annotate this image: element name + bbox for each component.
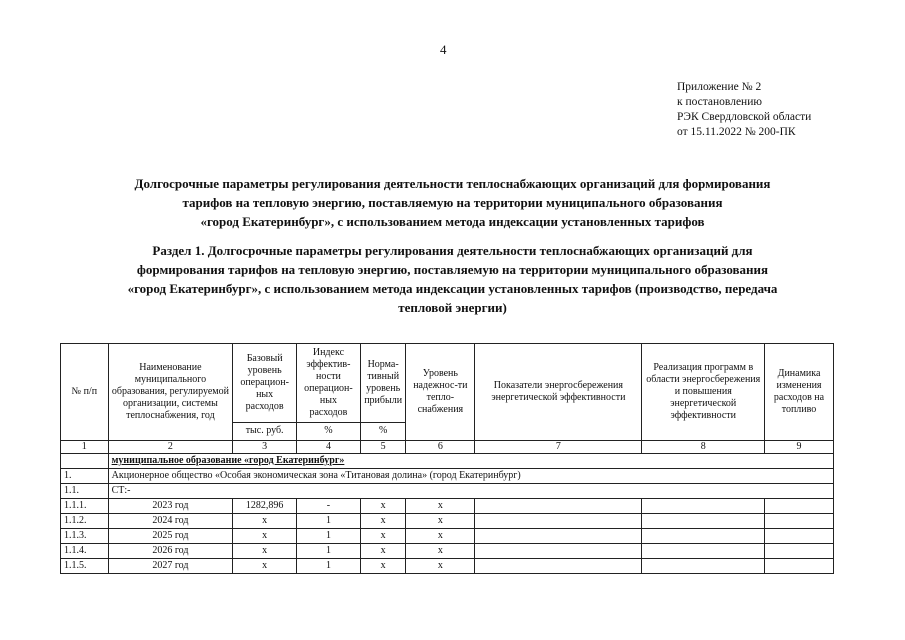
column-number: 4 xyxy=(297,441,361,454)
efficiency-index-cell: 1 xyxy=(297,544,361,559)
row-number: 1.1.2. xyxy=(61,514,109,529)
base-opex-cell: х xyxy=(233,559,297,574)
profit-cell: х xyxy=(360,559,406,574)
column-number: 7 xyxy=(475,441,642,454)
appendix-block xyxy=(677,80,811,140)
reliability-cell: х xyxy=(406,499,475,514)
table-row xyxy=(61,514,834,529)
header-row xyxy=(61,344,834,423)
row-number: 1.1.1. xyxy=(61,499,109,514)
column-number: 6 xyxy=(406,441,475,454)
system-name: СТ:- xyxy=(108,484,833,499)
row-number: 1.1.5. xyxy=(61,559,109,574)
header-cell-name: Наименование муниципального образования, регулируемой организации, системы теплоснабжения, год xyxy=(108,344,233,441)
column-number-row xyxy=(61,441,834,454)
header-cell-efficiency-index: Индекс эффектив-ности операцион-ных расходов xyxy=(297,344,361,423)
row-number: 1.1.3. xyxy=(61,529,109,544)
system-row xyxy=(61,484,834,499)
unit-cell: % xyxy=(360,422,406,440)
municipality-row xyxy=(61,454,834,469)
document-title xyxy=(60,174,845,231)
appendix-line: Приложение № 2 xyxy=(677,81,762,93)
profit-cell: х xyxy=(360,544,406,559)
section-line: формирования тарифов на тепловую энергию, поставляемую на территории муниципального образования xyxy=(136,262,769,277)
page-number: 4 xyxy=(440,42,447,57)
column-number: 8 xyxy=(642,441,765,454)
header-cell-base-opex: Базовый уровень операцион-ных расходов xyxy=(233,344,297,423)
column-number: 5 xyxy=(360,441,406,454)
base-opex-cell: 1282,896 xyxy=(233,499,297,514)
profit-cell: х xyxy=(360,529,406,544)
column-number: 3 xyxy=(233,441,297,454)
base-opex-cell: х xyxy=(233,544,297,559)
section-line: Раздел 1. Долгосрочные параметры регулирования деятельности теплоснабжающих организаций для xyxy=(152,243,753,258)
table-row xyxy=(61,499,834,514)
unit-cell: % xyxy=(297,422,361,440)
header-cell-fuel-dynamics: Динамика изменения расходов на топливо xyxy=(765,344,834,441)
efficiency-index-cell: 1 xyxy=(297,559,361,574)
title-line: «город Екатеринбург», с использованием метода индексации установленных тарифов xyxy=(200,214,705,229)
column-number: 2 xyxy=(108,441,233,454)
organization-row xyxy=(61,469,834,484)
row-number: 1.1.4. xyxy=(61,544,109,559)
efficiency-index-cell: - xyxy=(297,499,361,514)
column-number: 1 xyxy=(61,441,109,454)
reliability-cell: х xyxy=(406,514,475,529)
section-heading xyxy=(60,241,845,317)
table-row xyxy=(61,529,834,544)
header-cell-number: № п/п xyxy=(61,344,109,441)
profit-cell: х xyxy=(360,514,406,529)
table-row xyxy=(61,544,834,559)
reliability-cell: х xyxy=(406,559,475,574)
row-number: 1.1. xyxy=(61,484,109,499)
year-cell: 2025 год xyxy=(108,529,233,544)
year-cell: 2026 год xyxy=(108,544,233,559)
unit-cell: тыс. руб. xyxy=(233,422,297,440)
base-opex-cell: х xyxy=(233,529,297,544)
header-cell-programs: Реализация программ в области энергосбережения и повышения энергетической эффективности xyxy=(642,344,765,441)
header-cell-reliability: Уровень надежнос-ти тепло-снабжения xyxy=(406,344,475,441)
appendix-line: РЭК Свердловской области xyxy=(677,111,812,123)
year-cell: 2027 год xyxy=(108,559,233,574)
section-line: тепловой энергии) xyxy=(398,300,507,315)
efficiency-index-cell: 1 xyxy=(297,514,361,529)
base-opex-cell: х xyxy=(233,514,297,529)
header-cell-normative-profit: Норма-тивный уровень прибыли xyxy=(360,344,406,423)
parameters-table xyxy=(60,343,834,574)
section-line: «город Екатеринбург», с использованием метода индексации установленных тарифов (производство, передача xyxy=(127,281,778,296)
organization-name: Акционерное общество «Особая экономическая зона «Титановая долина» (город Екатеринбург) xyxy=(108,469,833,484)
title-line: Долгосрочные параметры регулирования деятельности теплоснабжающих организаций для формирования xyxy=(134,176,771,191)
year-cell: 2023 год xyxy=(108,499,233,514)
municipality-name: муниципальное образование «город Екатеринбург» xyxy=(108,454,833,469)
reliability-cell: х xyxy=(406,529,475,544)
title-line: тарифов на тепловую энергию, поставляемую на территории муниципального образования xyxy=(182,195,723,210)
appendix-line: от 15.11.2022 № 200-ПК xyxy=(677,126,796,138)
row-number: 1. xyxy=(61,469,109,484)
reliability-cell: х xyxy=(406,544,475,559)
table-row xyxy=(61,559,834,574)
header-cell-energy-indicators: Показатели энергосбережения энергетической эффективности xyxy=(475,344,642,441)
profit-cell: х xyxy=(360,499,406,514)
column-number: 9 xyxy=(765,441,834,454)
appendix-line: к постановлению xyxy=(677,96,762,108)
efficiency-index-cell: 1 xyxy=(297,529,361,544)
year-cell: 2024 год xyxy=(108,514,233,529)
